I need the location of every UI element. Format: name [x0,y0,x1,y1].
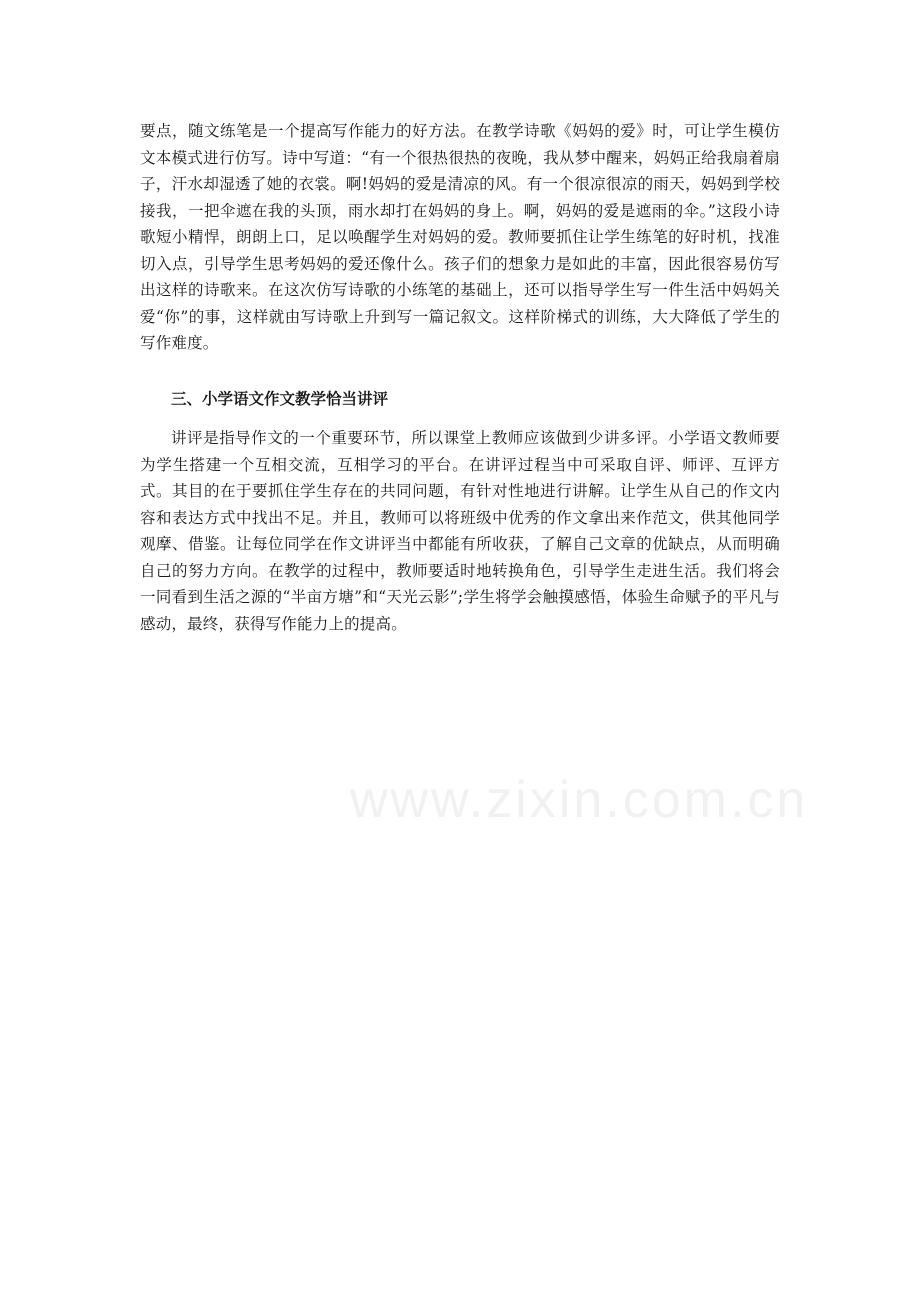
document-page [140,118,780,637]
section-heading: 三、小学语文作文教学恰当讲评 [171,389,389,408]
body-paragraph-2: 讲评是指导作文的一个重要环节，所以课堂上教师应该做到少讲多评。小学语文教师要为学生搭建一个互相交流，互相学习的平台。在讲评过程当中可采取自评、师评、互评方式。其目的在于要抓住学生存在的共同问题，有针对性地进行讲解。让学生从自己的作文内容和表达方式中找出不足。并且，教师可以将班级中优秀的作文拿出来作范文，供其他同学观摩、借鉴。让每位同学在作文讲评当中都能有所收获，了解自己文章的优缺点，从而明确自己的努力方向。在教学的过程中，教师要适时地转换角色，引导学生走进生活。我们将会一同看到生活之源的“半亩方塘”和“天光云影”;学生将学会触摸感悟，体验生命赋予的平凡与感动，最终，获得写作能力上的提高。 [140,429,780,633]
body-paragraph-1: 要点，随文练笔是一个提高写作能力的好方法。在教学诗歌《妈妈的爱》时，可让学生模仿文本模式进行仿写。诗中写道：“有一个很热很热的夜晚，我从梦中醒来，妈妈正给我扇着扇子，汗水却湿透了她的衣裳。啊!妈妈的爱是清凉的风。有一个很凉很凉的雨天，妈妈到学校接我，一把伞遮在我的头顶，雨水却打在妈妈的身上。啊，妈妈的爱是遮雨的伞。”这段小诗歌短小精悍，朗朗上口，足以唤醒学生对妈妈的爱。教师要抓住让学生练笔的好时机，找准切入点，引导学生思考妈妈的爱还像什么。孩子们的想象力是如此的丰富，因此很容易仿写出这样的诗歌来。在这次仿写诗歌的小练笔的基础上，还可以指导学生写一件生活中妈妈关爱“你”的事，这样就由写诗歌上升到写一篇记叙文。这样阶梯式的训练，大大降低了学生的写作难度。 [140,122,780,352]
watermark-logo: www.zixin.com.cn [350,771,809,829]
